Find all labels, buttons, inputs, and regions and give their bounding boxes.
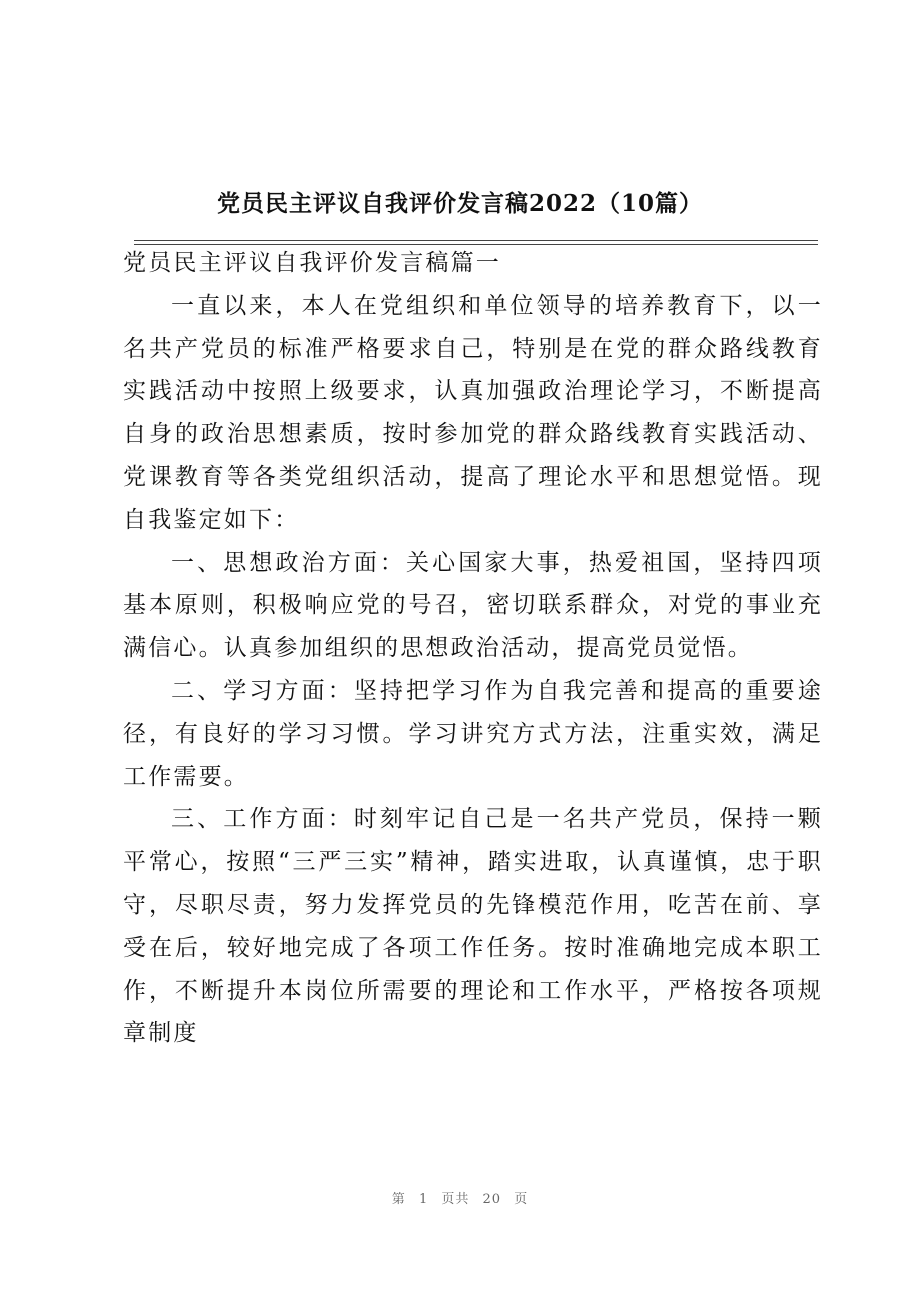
paragraph-ideology: 一、思想政治方面：关心国家大事，热爱祖国，坚持四项基本原则，积极响应党的号召，密切联系群众，对党的事业充满信心。认真参加组织的思想政治活动，提高党员觉悟。: [123, 549, 823, 662]
page-footer: [0, 1188, 920, 1207]
document-title: 党员民主评议自我评价发言稿2022（10篇）: [216, 190, 704, 217]
footer-page-number: 1: [418, 1192, 429, 1207]
paragraph-study: 二、学习方面：坚持把学习作为自我完善和提高的重要途径，有良好的学习习惯。学习讲究方式方法，注重实效，满足工作需要。: [123, 677, 823, 790]
section-heading: 党员民主评议自我评价发言稿篇一: [123, 250, 501, 276]
paragraph-work: 三、工作方面：时刻牢记自己是一名共产党员，保持一颗平常心，按照“三严三实”精神，踏实进取，认真谨慎，忠于职守，尽职尽责，努力发挥党员的先锋模范作用，吃苦在前、享受在后，较好地完成了各项工作任务。按时准确地完成本职工作，不断提升本岗位所需要的理论和工作水平，严格按各项规章制度: [123, 806, 823, 1047]
footer-page-suffix: 页: [514, 1192, 529, 1207]
footer-page-total: 20: [482, 1192, 502, 1207]
document-body: [123, 236, 823, 1055]
footer-page-prefix: 第: [391, 1192, 406, 1207]
paragraph-intro: 一直以来，本人在党组织和单位领导的培养教育下，以一名共产党员的标准严格要求自己，特别是在党的群众路线教育实践活动中按照上级要求，认真加强政治理论学习，不断提高自身的政治思想素质，按时参加党的群众路线教育实践活动、党课教育等各类党组织活动，提高了理论水平和思想觉悟。现自我鉴定如下：: [123, 292, 823, 533]
footer-page-mid: 页共: [441, 1192, 470, 1207]
